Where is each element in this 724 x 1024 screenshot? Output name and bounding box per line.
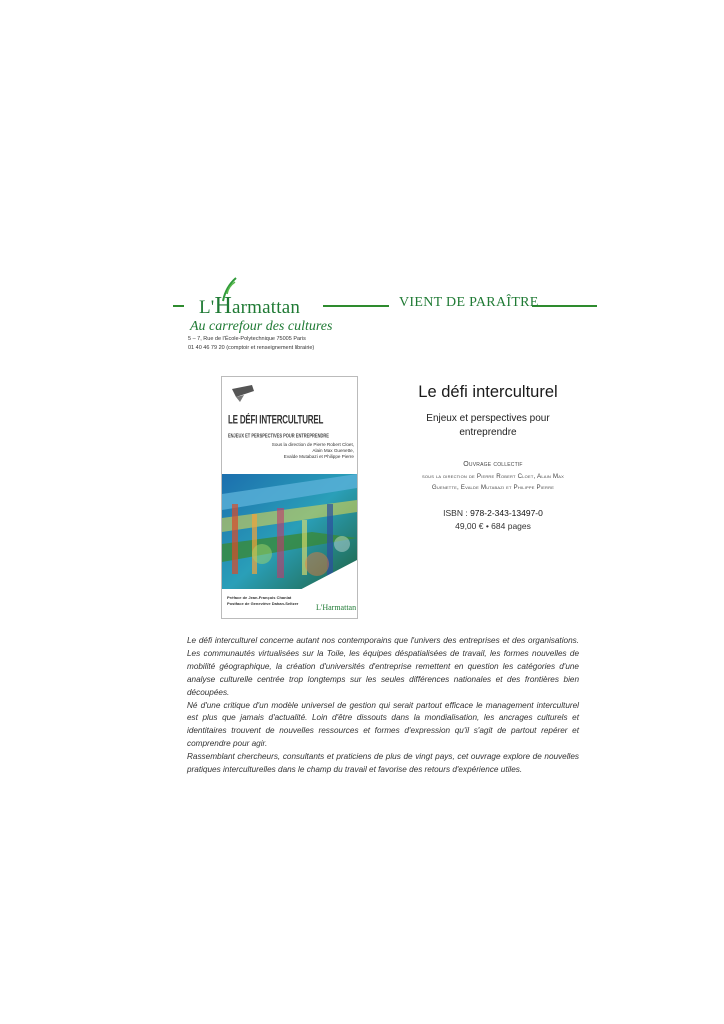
book-description [187,635,579,777]
book-isbn [388,508,598,518]
cover-direction-line: Evalde Mutabazi et Philippe Pierre [283,454,354,459]
header-rule-left [173,305,184,307]
isbn-value: 978-2-343-13497-0 [470,508,543,518]
header-rule-right [532,305,597,307]
cover-preface: Préface de Jean-François Chanlat [227,595,292,600]
book-cover [221,376,358,619]
book-subtitle-line: entreprendre [459,427,517,438]
book-direction-line: sous la direction de Pierre Robert Cloet, Alain Max [421,473,565,480]
book-direction-line: Guenette, Evalde Mutabazi et Philippe Pierre [431,484,555,491]
cover-title: LE DÉFI INTERCULTUREL [228,413,324,427]
book-price-pages: 49,00 € • 684 pages [455,521,531,531]
publisher-tagline: Au carrefour des cultures [190,319,333,334]
cover-subtitle: ENJEUX ET PERSPECTIVES POUR ENTREPRENDRE [228,432,329,439]
book-title: Le défi interculturel [418,383,558,401]
cover-direction-line: Sous la direction de Pierre Robert Cloet, Alain Max Guenette, [271,442,354,453]
publisher-logo: L'Harmattan [199,293,301,319]
cover-publisher-logo: L'Harmattan [316,603,357,612]
publisher-address: 5 – 7, Rue de l'École-Polytechnique 75005 Paris [188,336,306,342]
description-paragraph: Né d'une critique d'un modèle universel de gestion qui serait partout efficace le management interculturel est plus que jamais d'actualité. Loin d'être dissouts dans la mondialisation, les ancrages culturels et identitaires trouvent de nouvelles ressources et formes d'expression qu'il s'agit de partout repérer et comprendre pour agir. [187,700,579,749]
cover-painting-image [222,474,357,594]
book-type: Ouvrage collectif [463,461,523,468]
announcement-banner: VIENT DE PARAÎTRE [399,295,539,310]
cover-direction [262,442,354,460]
header-rule-middle [323,305,389,307]
description-paragraph: Le défi interculturel concerne autant nos contemporains que l'univers des entreprises et des organisations. Les communautés virtualisées sur la Toile, les équipes déspatialisées de travail, les formes nouvelles de mobilité géographique, la création d'universités d'entreprise remettent en question les catégories d'une analyse culturelle centrée trop longtemps sur les seules différences nationales et des frontières bien découpées. [187,636,579,697]
book-subtitle-line: Enjeux et perspectives pour [426,413,550,424]
isbn-label: ISBN : [443,508,471,518]
cover-emblem-icon [230,383,256,403]
publisher-phone: 01 40 46 79 20 (comptoir et renseignement librairie) [188,345,315,351]
book-subtitle [398,412,578,440]
cover-postface: Postface de Geneviève Dahan-Seltzer [227,601,299,606]
description-paragraph: Rassemblant chercheurs, consultants et praticiens de plus de vingt pays, cet ouvrage explore de nouvelles pratiques interculturelles dans le champ du travail et favorise des retours d'expérience utiles. [187,752,579,775]
book-direction [388,471,598,493]
